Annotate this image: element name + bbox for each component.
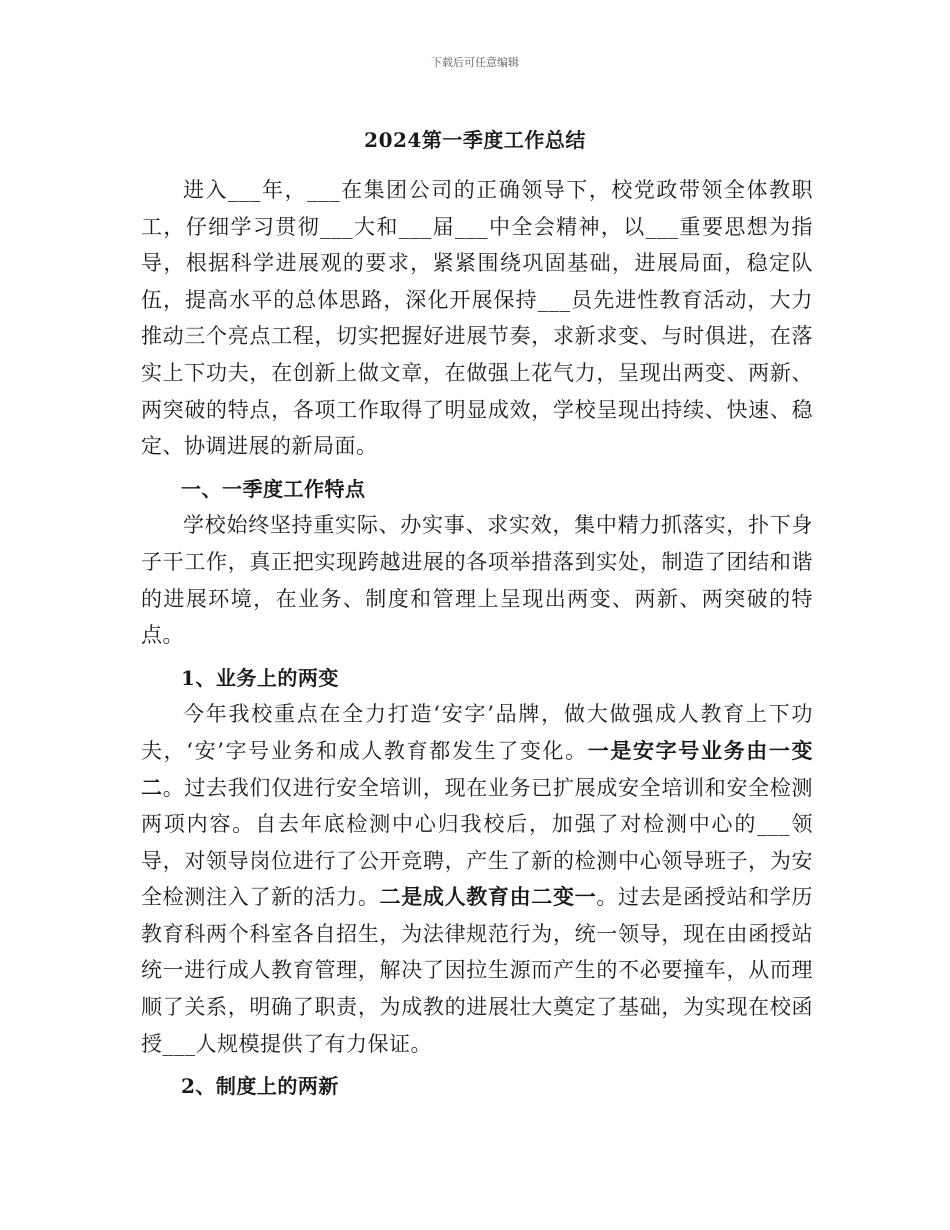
subsection-1-heading: 1、业务上的两变 bbox=[181, 665, 339, 690]
section-1-paragraph: 学校始终坚持重实际、办实事、求实效，集中精力抓落实，扑下身子干工作，真正把实现跨越进展的各项举措落到实处，制造了团结和谐的进展环境，在业务、制度和管理上呈现出两变、两新、两突破的特点。 bbox=[141, 513, 813, 648]
subsection-1-text-b: 。过去我们仅进行安全培训，现在业务已扩展成安全培训和安全检测两项内容。自去年底检测中心归我校后，加强了对检测中心的___领导，对领导岗位进行了公开竞聘，产生了新的检测中心领导班子，为安全检测注入了新的活力。 bbox=[141, 775, 814, 910]
subsection-1-bold-b: 二是成人教育由二变一 bbox=[379, 884, 597, 910]
intro-paragraph: 进入___年，___在集团公司的正确领导下，校党政带领全体教职工，仔细学习贯彻___大和___届___中全会精神，以___重要思想为指导，根据科学进展观的要求，紧紧围绕巩固基础，进展局面，稳定队伍，提高水平的总体思路，深化开展保持___员先进性教育活动，大力推动三个亮点工程，切实把握好进展节奏，求新求变、与时俱进，在落实上下功夫，在创新上做文章，在做强上花气力，呈现出两变、两新、两突破的特点，各项工作取得了明显成效，学校呈现出持续、快速、稳定、协调进展的新局面。 bbox=[141, 178, 813, 459]
document-title: 2024第一季度工作总结 bbox=[364, 128, 586, 152]
document-body bbox=[141, 172, 813, 1105]
header-note: 下载后可任意编辑 bbox=[431, 56, 519, 69]
subsection-1-paragraph bbox=[141, 696, 813, 1062]
subsection-1-text-c: 。过去是函授站和学历教育科两个科室各自招生，为法律规范行为，统一领导，现在由函授站统一进行成人教育管理，解决了因拉生源而产生的不必要撞车，从而理顺了关系，明确了职责，为成教的进展壮大奠定了基础，为实现在校函授___人规模提供了有力保证。 bbox=[141, 885, 814, 1056]
subsection-2-heading: 2、制度上的两新 bbox=[181, 1074, 339, 1099]
subsection-1-text-a: 今年我校重点在全力打造‘安字’品牌，做大做强成人教育上下功夫，‘安’字号业务和成人教育都发生了变化。 bbox=[141, 702, 813, 763]
section-1-heading: 一、一季度工作特点 bbox=[181, 476, 366, 501]
subsection-1-bold-a: 一是安字号业务由一变二 bbox=[141, 737, 813, 800]
